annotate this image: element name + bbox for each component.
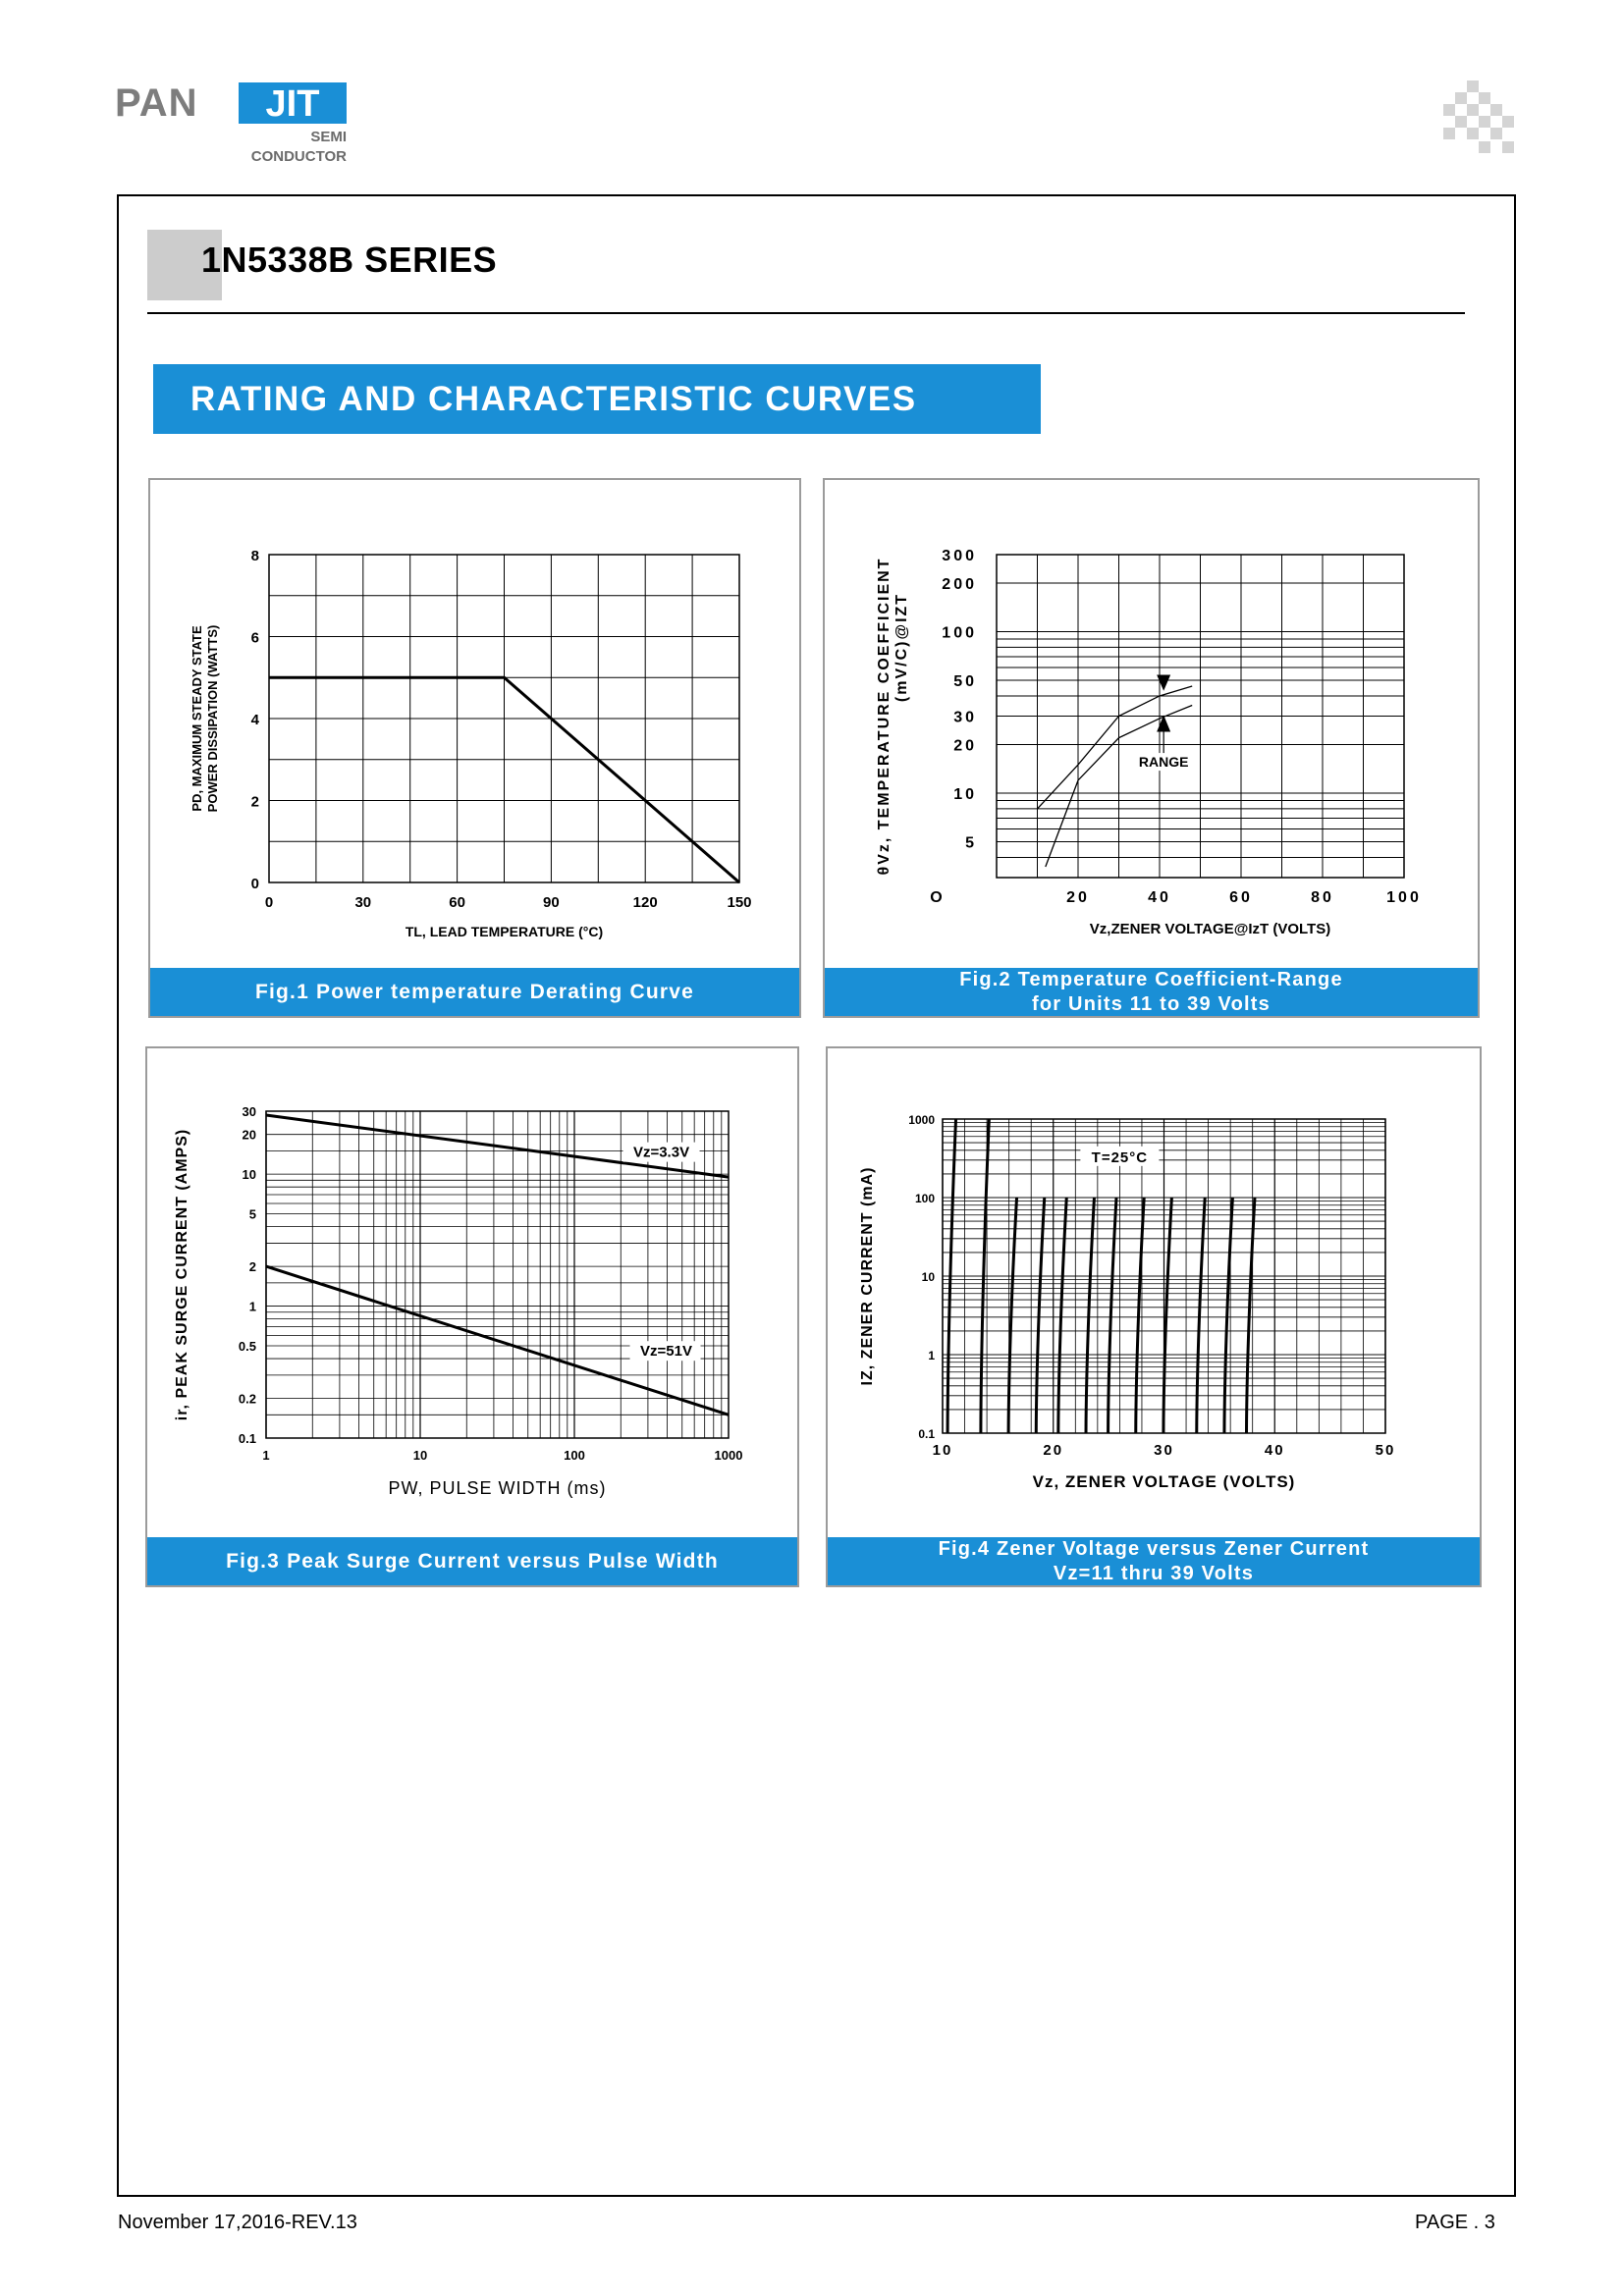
x-axis-label: PW, PULSE WIDTH (ms) [388, 1478, 607, 1498]
fig2-caption-line2: for Units 11 to 39 Volts [1032, 992, 1271, 1015]
range-label: RANGE [1138, 754, 1189, 771]
x-tick-label: 20 [1066, 889, 1090, 906]
y-tick-label: 1 [928, 1349, 935, 1362]
x-tick-label: 30 [354, 894, 372, 911]
series-title: 1N5338B SERIES [201, 240, 498, 280]
fig1-chart [150, 480, 799, 961]
y-tick-label: 100 [914, 1192, 935, 1205]
brand-pan: PAN [115, 81, 198, 125]
x-tick-label: O [930, 889, 946, 906]
figure-3-panel [145, 1046, 799, 1587]
zener-curve [1109, 1198, 1116, 1433]
x-tick-label: 40 [1264, 1442, 1285, 1459]
range-curve-1 [1038, 686, 1193, 809]
y-tick-label: 0.1 [918, 1427, 935, 1441]
range-arrow-down [1157, 675, 1170, 691]
zener-curve [1136, 1198, 1144, 1433]
x-tick-label: 30 [1154, 1442, 1174, 1459]
zener-curve [1008, 1198, 1016, 1433]
fig3-chart [147, 1048, 797, 1535]
brand-jit: JIT [265, 83, 320, 125]
footer-page: PAGE . 3 [1415, 2212, 1495, 2233]
y-tick-label: 4 [250, 712, 259, 728]
y-axis-label-line1: PD, MAXIMUM STEADY STATE [189, 625, 204, 812]
fig2-caption-line1: Fig.2 Temperature Coefficient-Range [959, 968, 1343, 990]
y-tick-label: 10 [953, 785, 977, 803]
fig2-chart [825, 480, 1478, 961]
y-tick-label: 20 [953, 737, 977, 755]
y-tick-label: 2 [250, 793, 259, 811]
y-tick-label: 100 [942, 624, 977, 642]
y-tick-label: 10 [921, 1270, 935, 1284]
brand-conductor: CONDUCTOR [250, 148, 347, 165]
x-tick-label: 100 [1386, 889, 1422, 906]
x-tick-label: 150 [727, 894, 752, 911]
x-tick-label: 50 [1375, 1442, 1396, 1459]
y-axis-label: ir, PEAK SURGE CURRENT (AMPS) [174, 1128, 190, 1421]
surge-line-2 [266, 1266, 729, 1415]
x-tick-label: 10 [412, 1448, 428, 1463]
y-axis-label: IZ, ZENER CURRENT (mA) [859, 1166, 876, 1386]
panjit-logo [115, 80, 351, 171]
corner-checker-icon [1443, 80, 1514, 155]
y-axis-label-line1: θVz, TEMPERATURE COEFFICIENT [876, 557, 893, 876]
x-tick-label: 120 [632, 894, 658, 911]
x-tick-label: 60 [1229, 889, 1253, 906]
zener-curve [1197, 1198, 1205, 1433]
zener-curve [1246, 1198, 1254, 1433]
y-tick-label: 10 [242, 1167, 256, 1183]
y-tick-label: 5 [248, 1206, 256, 1222]
zener-curve [1224, 1198, 1232, 1433]
fig1-caption-line: Fig.1 Power temperature Derating Curve [254, 981, 695, 1003]
x-tick-label: 60 [449, 894, 465, 911]
x-tick-label: 80 [1311, 889, 1334, 906]
temperature-annotation: T=25°C [1091, 1148, 1149, 1166]
range-arrow-up [1157, 715, 1170, 731]
y-tick-label: 5 [965, 834, 977, 852]
x-tick-label: 40 [1148, 889, 1171, 906]
y-tick-label: 0.1 [238, 1431, 256, 1446]
fig4-chart [828, 1048, 1480, 1535]
y-tick-label: 0.5 [238, 1339, 256, 1355]
fig1-caption [150, 968, 799, 1016]
zener-curve [1058, 1198, 1066, 1433]
y-tick-label: 30 [242, 1104, 256, 1119]
zener-curve [1086, 1198, 1094, 1433]
y-axis-label-line2: (mV/C)@IZT [893, 592, 910, 703]
y-tick-label: 8 [250, 548, 259, 564]
x-axis-label: Vz,ZENER VOLTAGE@IzT (VOLTS) [1089, 921, 1331, 937]
x-tick-label: 0 [264, 894, 274, 911]
x-tick-label: 90 [543, 894, 560, 911]
title-rule [147, 312, 1465, 314]
y-tick-label: 50 [953, 673, 977, 691]
x-axis-label: Vz, ZENER VOLTAGE (VOLTS) [1032, 1472, 1296, 1491]
y-tick-label: 300 [942, 548, 977, 564]
series-label: Vz=51V [640, 1343, 693, 1361]
fig4-caption-line2: Vz=11 thru 39 Volts [1053, 1562, 1255, 1584]
x-tick-label: 1000 [714, 1448, 743, 1463]
y-tick-label: 20 [242, 1127, 256, 1143]
y-tick-label: 6 [250, 629, 259, 647]
footer-date: November 17,2016-REV.13 [118, 2212, 357, 2233]
y-tick-label: 1 [248, 1299, 256, 1314]
y-tick-label: 1000 [908, 1113, 935, 1127]
section-banner: RATING AND CHARACTERISTIC CURVES [153, 364, 1041, 434]
y-tick-label: 2 [248, 1259, 256, 1275]
fig2-caption [825, 968, 1478, 1016]
y-tick-label: 30 [953, 709, 977, 726]
x-axis-label: TL, LEAD TEMPERATURE (°C) [405, 924, 604, 939]
y-tick-label: 0 [250, 876, 259, 892]
fig3-caption [147, 1537, 797, 1585]
y-tick-label: 200 [942, 575, 977, 593]
series-label: Vz=3.3V [632, 1144, 690, 1161]
figure-1-panel [148, 478, 801, 1018]
y-axis-label-line2: POWER DISSIPATION (WATTS) [205, 624, 220, 813]
brand-semi: SEMI [310, 129, 347, 145]
zener-curve [1036, 1198, 1044, 1433]
fig4-caption-line1: Fig.4 Zener Voltage versus Zener Current [938, 1537, 1370, 1560]
x-tick-label: 1 [262, 1448, 270, 1463]
y-tick-label: 0.2 [238, 1391, 256, 1407]
x-tick-label: 100 [564, 1448, 585, 1463]
figure-4-panel [826, 1046, 1482, 1587]
fig3-caption-line: Fig.3 Peak Surge Current versus Pulse Width [226, 1550, 719, 1573]
figure-2-panel [823, 478, 1480, 1018]
zener-curve [1163, 1198, 1171, 1433]
x-tick-label: 10 [932, 1442, 953, 1459]
fig4-caption [828, 1537, 1480, 1585]
x-tick-label: 20 [1043, 1442, 1064, 1459]
